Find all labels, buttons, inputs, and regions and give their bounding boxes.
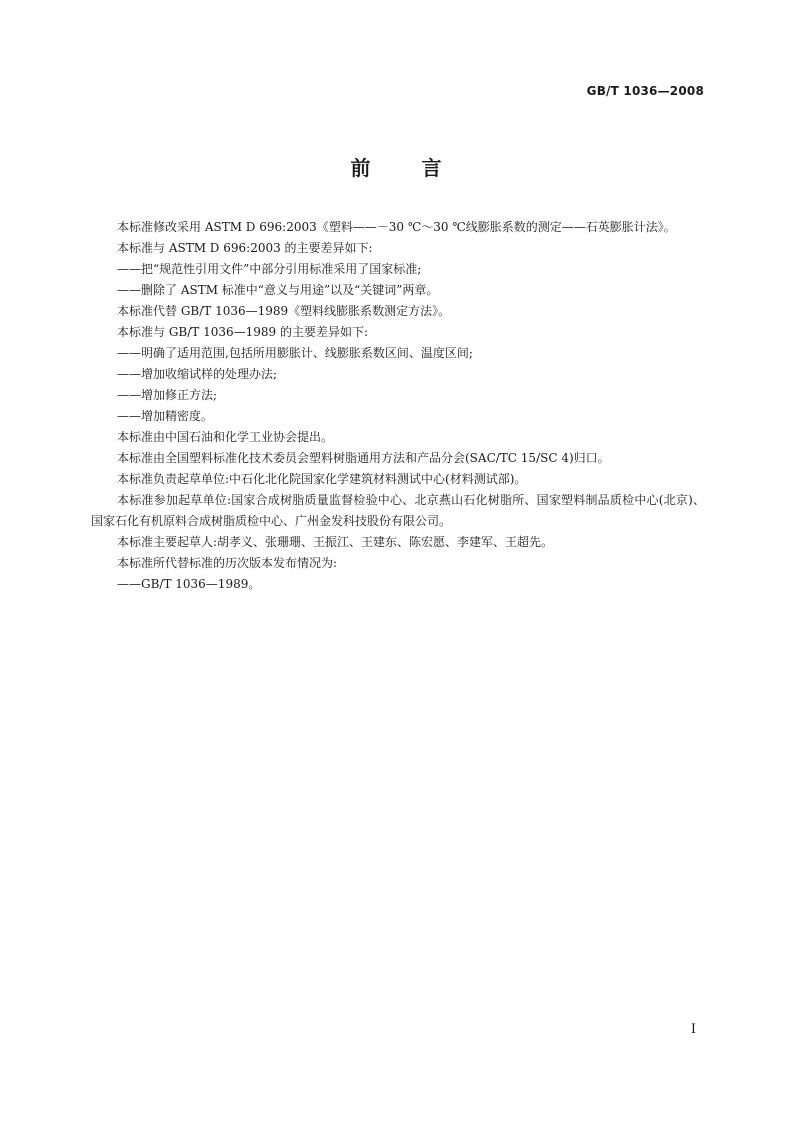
paragraph-gb-differences-intro: 本标准与 GB/T 1036—1989 的主要差异如下: xyxy=(117,325,369,339)
paragraph-proposed-by: 本标准由中国石油和化学工业协会提出。 xyxy=(117,430,334,444)
paragraph-main-drafters: 本标准主要起草人:胡孝义、张珊珊、王振江、王建东、陈宏愿、李建军、王超先。 xyxy=(117,535,554,549)
page-title: 前 言 xyxy=(350,156,444,180)
paragraph-previous-editions-intro: 本标准所代替标准的历次版本发布情况为: xyxy=(117,556,338,570)
standard-number-header: GB/T 1036—2008 xyxy=(586,84,704,98)
list-item-deleted-chapters: ——删除了 ASTM 标准中“意义与用途”以及“关键词”两章。 xyxy=(117,283,439,297)
paragraph-astm-differences-intro: 本标准与 ASTM D 696:2003 的主要差异如下: xyxy=(117,241,373,255)
paragraph-responsible-drafter: 本标准负责起草单位:中石化北化院国家化学建筑材料测试中心(材料测试部)。 xyxy=(117,472,527,486)
list-item-correction: ——增加修正方法; xyxy=(117,388,218,402)
page-number: I xyxy=(690,1022,696,1037)
foreword-body xyxy=(91,217,705,595)
paragraph-adoption: 本标准修改采用 ASTM D 696:2003《塑料——－30 ℃～30 ℃线膨胀系数的测定——石英膨胀计法》。 xyxy=(117,220,676,234)
list-item-previous-edition: ——GB/T 1036—1989。 xyxy=(117,577,261,591)
paragraph-centralized-by: 本标准由全国塑料标准化技术委员会塑料树脂通用方法和产品分会(SAC/TC 15/SC 4)归口。 xyxy=(117,451,610,465)
paragraph-participating-drafters: 本标准参加起草单位:国家合成树脂质量监督检验中心、北京燕山石化树脂所、国家塑料制品质检中心(北京)、国家石化有机原料合成树脂质检中心、广州金发科技股份有限公司。 xyxy=(91,493,705,528)
list-item-normative-references: ——把“规范性引用文件”中部分引用标准采用了国家标准; xyxy=(117,262,422,276)
list-item-scope: ——明确了适用范围,包括所用膨胀计、线膨胀系数区间、温度区间; xyxy=(117,346,473,360)
list-item-precision: ——增加精密度。 xyxy=(117,409,214,423)
paragraph-replaces: 本标准代替 GB/T 1036—1989《塑料线膨胀系数测定方法》。 xyxy=(117,304,451,318)
list-item-shrinkage: ——增加收缩试样的处理办法; xyxy=(117,367,278,381)
